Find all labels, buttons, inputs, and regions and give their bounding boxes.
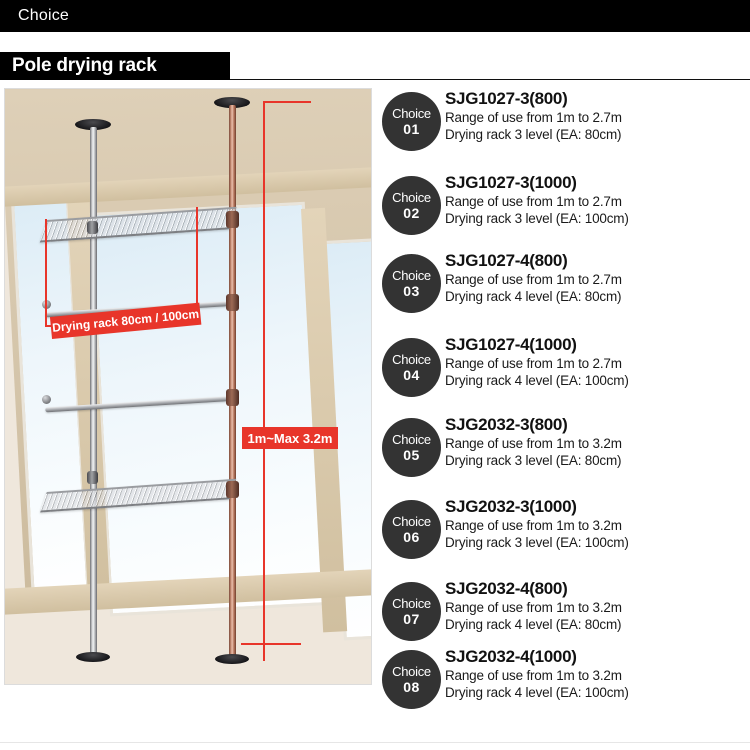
badge-word: Choice	[392, 352, 431, 367]
badge-word: Choice	[392, 432, 431, 447]
choice-text-06	[445, 496, 745, 551]
shelf-3-end-cap-icon	[42, 395, 51, 404]
top-bar-label: Choice	[18, 7, 70, 24]
choice-range: Range of use from 1m to 2.7m	[445, 110, 622, 125]
badge-number: 02	[403, 205, 420, 221]
choice-spec: Drying rack 4 level (EA: 100cm)	[445, 373, 629, 388]
choice-badge-01	[382, 92, 441, 151]
choice-model: SJG2032-3(1000)	[445, 497, 577, 516]
pole-left	[90, 127, 97, 659]
choice-model: SJG2032-3(800)	[445, 415, 568, 434]
choice-spec: Drying rack 3 level (EA: 100cm)	[445, 535, 629, 550]
top-bar	[0, 0, 750, 32]
pole-left-floor-foot-icon	[76, 652, 110, 662]
choice-range: Range of use from 1m to 3.2m	[445, 668, 622, 683]
choice-row-01[interactable]	[378, 89, 750, 170]
choice-spec: Drying rack 4 level (EA: 80cm)	[445, 289, 622, 304]
badge-word: Choice	[392, 664, 431, 679]
badge-word: Choice	[392, 268, 431, 283]
choice-model: SJG1027-3(1000)	[445, 173, 577, 192]
shelf-1-bracket	[226, 211, 239, 228]
choice-range: Range of use from 1m to 3.2m	[445, 436, 622, 451]
choice-model: SJG2032-4(800)	[445, 579, 568, 598]
choice-text-02	[445, 172, 745, 227]
choice-range: Range of use from 1m to 3.2m	[445, 518, 622, 533]
choice-badge-02	[382, 176, 441, 235]
badge-number: 03	[403, 283, 420, 299]
badge-number: 06	[403, 529, 420, 545]
height-dimension-label: 1m~Max 3.2m	[242, 427, 338, 449]
choice-badge-06	[382, 500, 441, 559]
choice-spec: Drying rack 3 level (EA: 80cm)	[445, 453, 622, 468]
height-dimension-tick-bottom	[241, 643, 301, 645]
choice-range: Range of use from 1m to 2.7m	[445, 194, 622, 209]
badge-word: Choice	[392, 596, 431, 611]
choice-spec: Drying rack 4 level (EA: 80cm)	[445, 617, 622, 632]
badge-number: 08	[403, 679, 420, 695]
badge-number: 01	[403, 121, 420, 137]
height-dimension-line	[263, 101, 265, 661]
choice-spec: Drying rack 4 level (EA: 100cm)	[445, 685, 629, 700]
choice-text-03	[445, 250, 745, 305]
badge-number: 04	[403, 367, 420, 383]
shelf-2-bracket	[226, 294, 239, 311]
pole-right	[229, 105, 236, 661]
choice-range: Range of use from 1m to 2.7m	[445, 272, 622, 287]
choice-model: SJG1027-4(800)	[445, 251, 568, 270]
shelf-2-end-cap-icon	[42, 300, 51, 309]
choice-spec: Drying rack 3 level (EA: 100cm)	[445, 211, 629, 226]
choice-badge-07	[382, 582, 441, 641]
width-dimension-tick-right	[196, 207, 198, 315]
choice-text-08	[445, 646, 745, 701]
shelf-1-bracket-left	[87, 221, 98, 234]
choice-badge-03	[382, 254, 441, 313]
choice-badge-05	[382, 418, 441, 477]
width-dimension-tick-left	[45, 219, 47, 327]
choice-model: SJG1027-4(1000)	[445, 335, 577, 354]
choice-range: Range of use from 1m to 2.7m	[445, 356, 622, 371]
product-photo	[4, 88, 372, 685]
choice-row-05[interactable]	[378, 415, 750, 496]
pole-right-floor-foot-icon	[215, 654, 249, 664]
choice-range: Range of use from 1m to 3.2m	[445, 600, 622, 615]
badge-number: 07	[403, 611, 420, 627]
choice-model: SJG2032-4(1000)	[445, 647, 577, 666]
choice-list	[378, 88, 750, 700]
badge-word: Choice	[392, 514, 431, 529]
title-divider	[230, 79, 750, 80]
choice-row-03[interactable]	[378, 251, 750, 332]
photo-scene	[5, 89, 371, 684]
choice-model: SJG1027-3(800)	[445, 89, 568, 108]
choice-row-02[interactable]	[378, 173, 750, 254]
choice-text-07	[445, 578, 745, 633]
section-title-block	[0, 52, 230, 80]
choice-spec: Drying rack 3 level (EA: 80cm)	[445, 127, 622, 142]
choice-text-05	[445, 414, 745, 469]
shelf-3-bracket	[226, 389, 239, 406]
choice-row-04[interactable]	[378, 335, 750, 416]
window-pane-center	[89, 202, 326, 617]
shelf-4-bracket-left	[87, 471, 98, 484]
choice-badge-08	[382, 650, 441, 709]
choice-row-08[interactable]	[378, 647, 750, 728]
width-dimension-label: Drying rack 80cm / 100cm	[50, 303, 201, 339]
footer-divider	[0, 742, 750, 743]
choice-text-01	[445, 88, 745, 143]
choice-row-06[interactable]	[378, 497, 750, 578]
height-dimension-tick-top	[263, 101, 311, 103]
badge-number: 05	[403, 447, 420, 463]
page-title: Pole drying rack	[12, 55, 157, 76]
shelf-4-bracket	[226, 481, 239, 498]
choice-text-04	[445, 334, 745, 389]
badge-word: Choice	[392, 106, 431, 121]
choice-badge-04	[382, 338, 441, 397]
badge-word: Choice	[392, 190, 431, 205]
